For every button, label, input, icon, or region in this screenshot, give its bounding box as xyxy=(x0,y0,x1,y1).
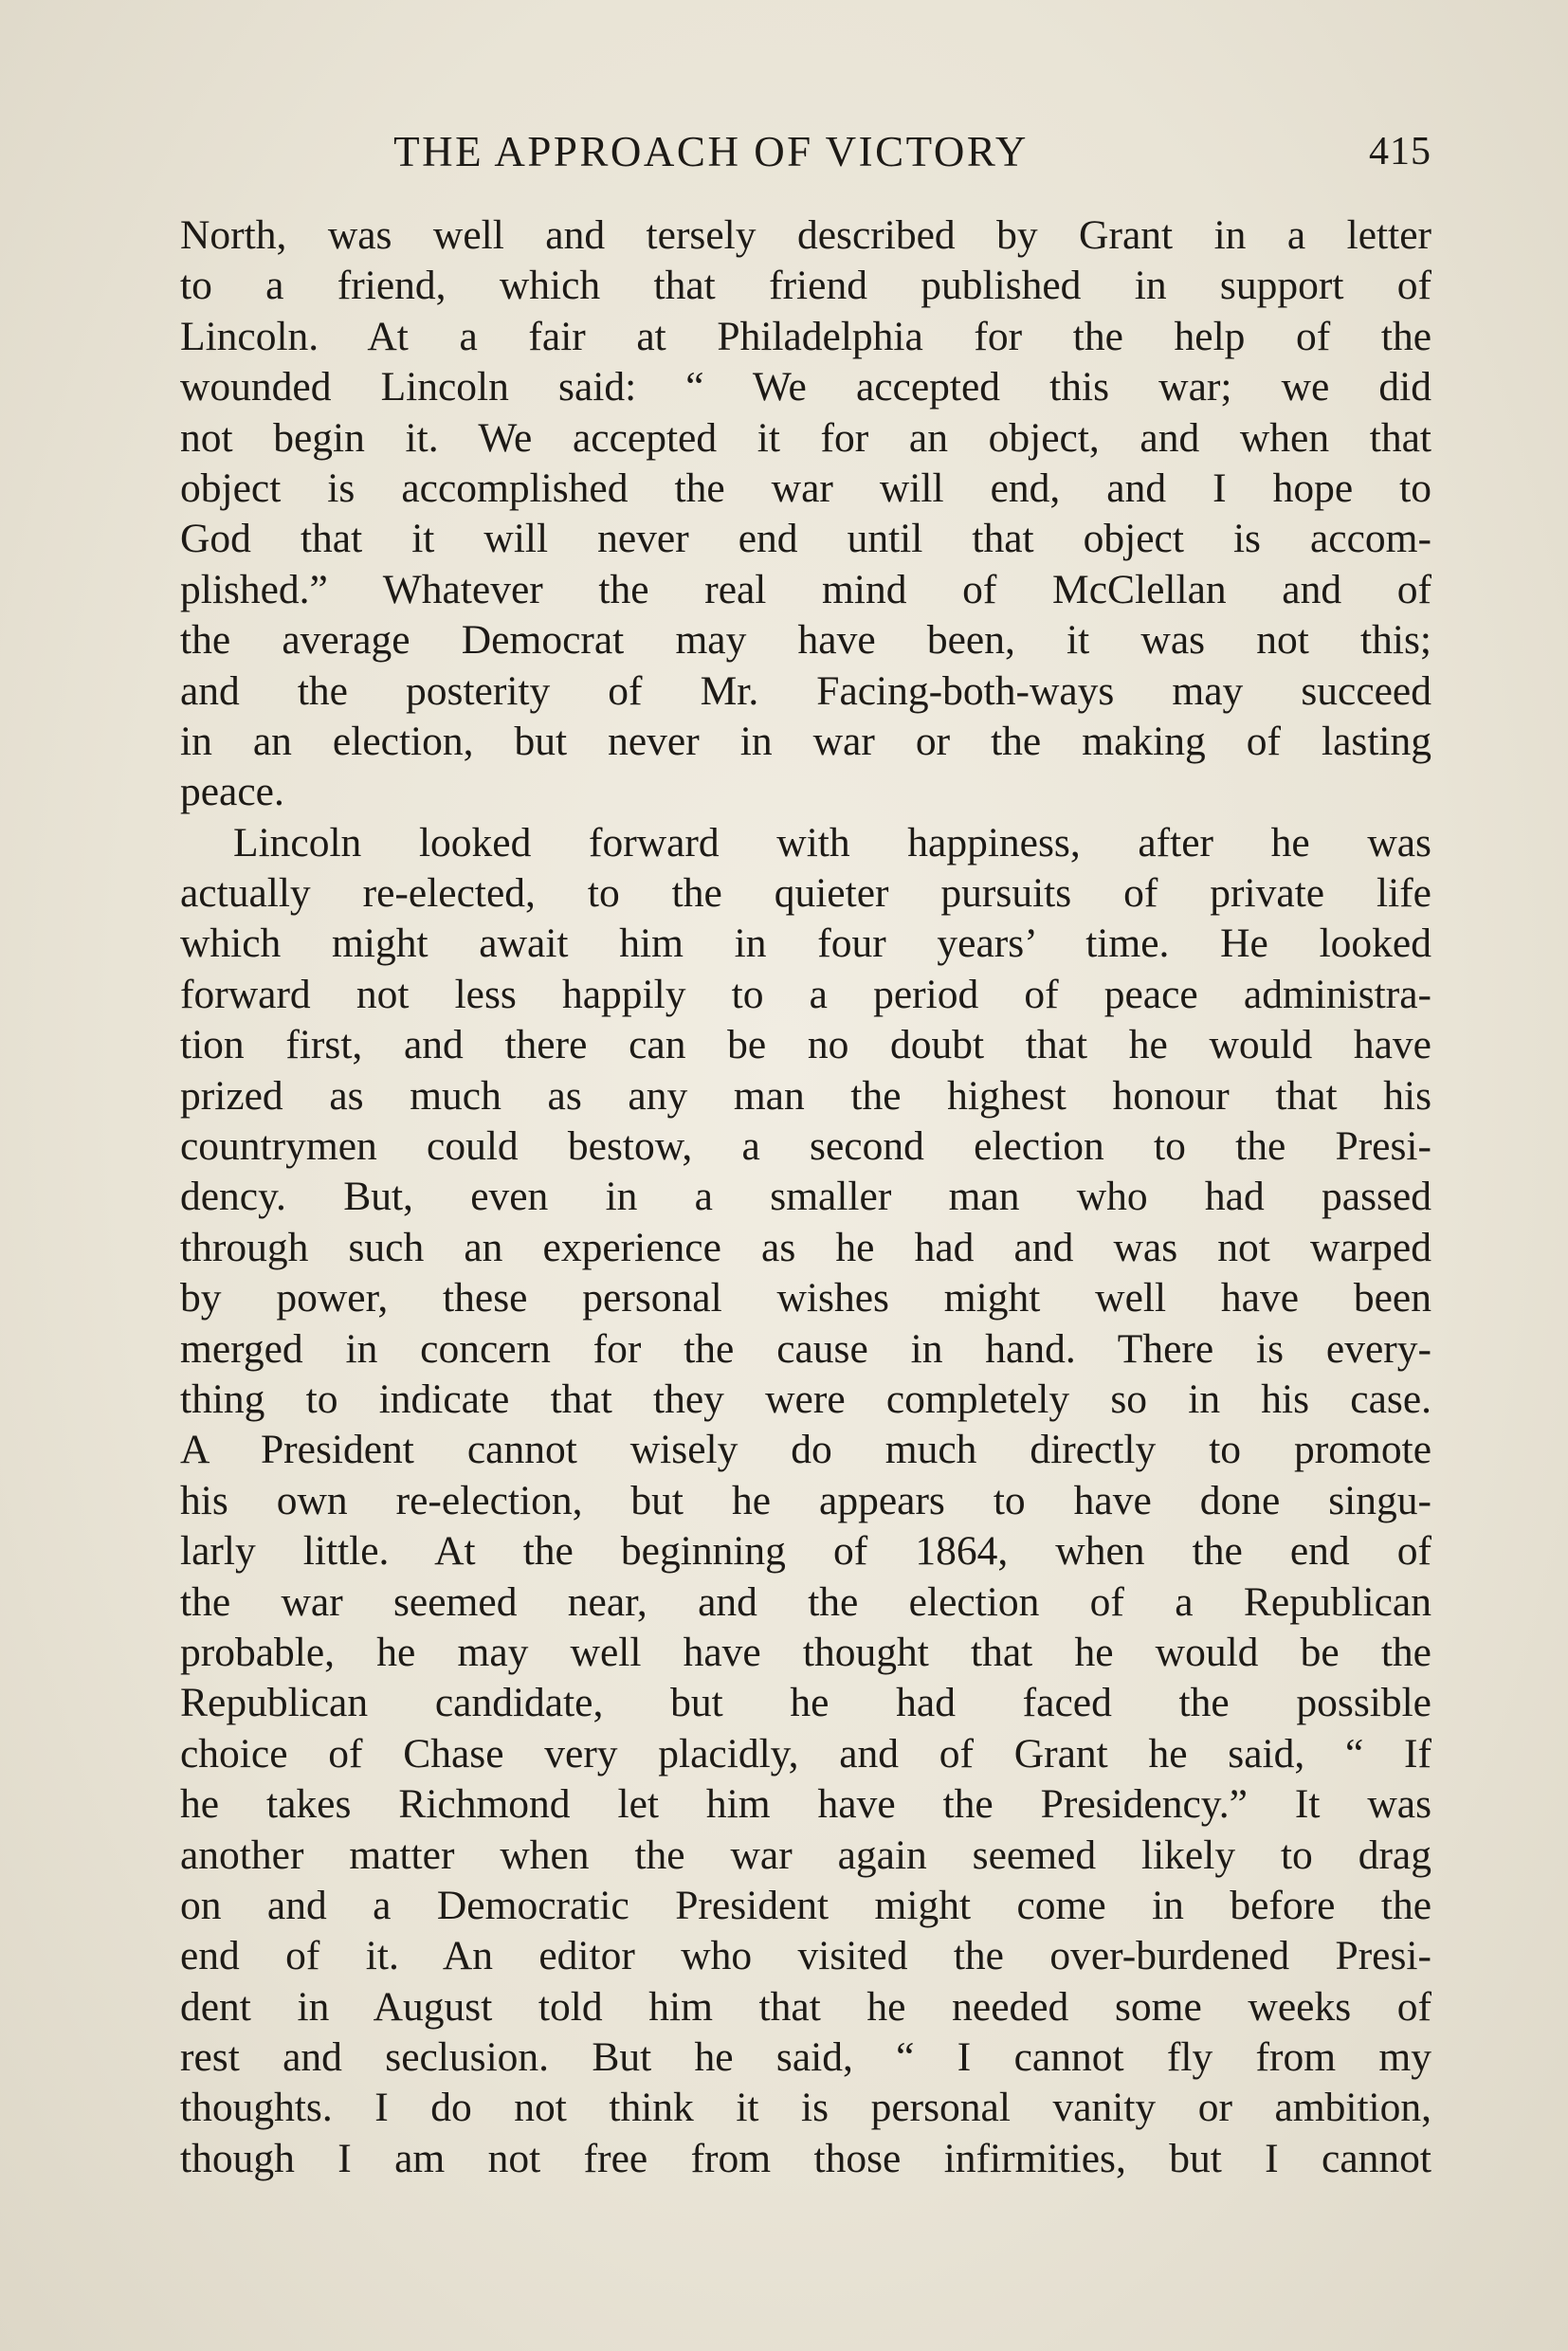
text-line: wounded Lincoln said: “ We accepted this war; we did xyxy=(180,364,1431,410)
text-line: Lincoln. At a fair at Philadelphia for the help of the xyxy=(180,313,1431,359)
text-line: thoughts. I do not think it is personal vanity or ambition, xyxy=(180,2085,1431,2131)
text-line: the average Democrat may have been, it was not this; xyxy=(180,617,1431,664)
text-line: dent in August told him that he needed some weeks of xyxy=(180,1983,1431,2030)
page-number: 415 xyxy=(1369,130,1431,173)
text-line: and the posterity of Mr. Facing-both-ways may succeed xyxy=(180,667,1431,714)
text-line: not begin it. We accepted it for an object, and when that xyxy=(180,414,1431,461)
text-line: choice of Chase very placidly, and of Grant he said, “ If xyxy=(180,1730,1431,1777)
body-text xyxy=(180,210,1431,2184)
text-line: rest and seclusion. But he said, “ I cannot fly from my xyxy=(180,2034,1431,2081)
text-line: though I am not free from those infirmities, but I cannot xyxy=(180,2135,1431,2181)
text-line: to a friend, which that friend published in support of xyxy=(180,263,1431,309)
running-head xyxy=(180,123,1431,180)
paragraph xyxy=(180,818,1431,2185)
text-line: A President cannot wisely do much directly to promote xyxy=(180,1427,1431,1473)
text-line: tion first, and there can be no doubt that he would have xyxy=(180,1022,1431,1068)
text-line: merged in concern for the cause in hand. There is every- xyxy=(180,1325,1431,1372)
text-line: probable, he may well have thought that he would be the xyxy=(180,1629,1431,1675)
text-line: larly little. At the beginning of 1864, when the end of xyxy=(180,1528,1431,1575)
text-line: God that it will never end until that object is accom- xyxy=(180,516,1431,562)
text-line: in an election, but never in war or the making of lasting xyxy=(180,718,1431,764)
text-line: end of it. An editor who visited the over-burdened Presi- xyxy=(180,1933,1431,1979)
text-line: by power, these personal wishes might well have been xyxy=(180,1275,1431,1321)
paragraph xyxy=(180,210,1431,818)
text-line: which might await him in four years’ time. He looked xyxy=(180,920,1431,967)
text-line: dency. But, even in a smaller man who had passed xyxy=(180,1174,1431,1220)
text-line: object is accomplished the war will end, and I hope to xyxy=(180,465,1431,511)
text-line: actually re-elected, to the quieter pursuits of private life xyxy=(180,870,1431,917)
text-line: plished.” Whatever the real mind of McClellan and of xyxy=(180,566,1431,612)
text-line: thing to indicate that they were completely so in his case. xyxy=(180,1376,1431,1422)
text-line: the war seemed near, and the election of a Republican xyxy=(180,1578,1431,1625)
text-line: Lincoln looked forward with happiness, after he was xyxy=(233,819,1431,866)
text-line: on and a Democratic President might come in before the xyxy=(180,1882,1431,1928)
text-line: forward not less happily to a period of peace administra- xyxy=(180,971,1431,1017)
text-line: prized as much as any man the highest honour that his xyxy=(180,1072,1431,1119)
text-line: another matter when the war again seemed likely to drag xyxy=(180,1832,1431,1878)
text-line: through such an experience as he had and was not warped xyxy=(180,1224,1431,1270)
text-line: his own re-election, but he appears to have done singu- xyxy=(180,1477,1431,1523)
text-line: he takes Richmond let him have the Presidency.” It was xyxy=(180,1781,1431,1828)
running-title: THE APPROACH OF VICTORY xyxy=(393,128,1029,175)
text-line: countrymen could bestow, a second election to the Presi- xyxy=(180,1123,1431,1170)
text-line: peace. xyxy=(180,769,284,815)
text-line: Republican candidate, but he had faced the possible xyxy=(180,1680,1431,1726)
text-line: North, was well and tersely described by Grant in a letter xyxy=(180,212,1431,258)
